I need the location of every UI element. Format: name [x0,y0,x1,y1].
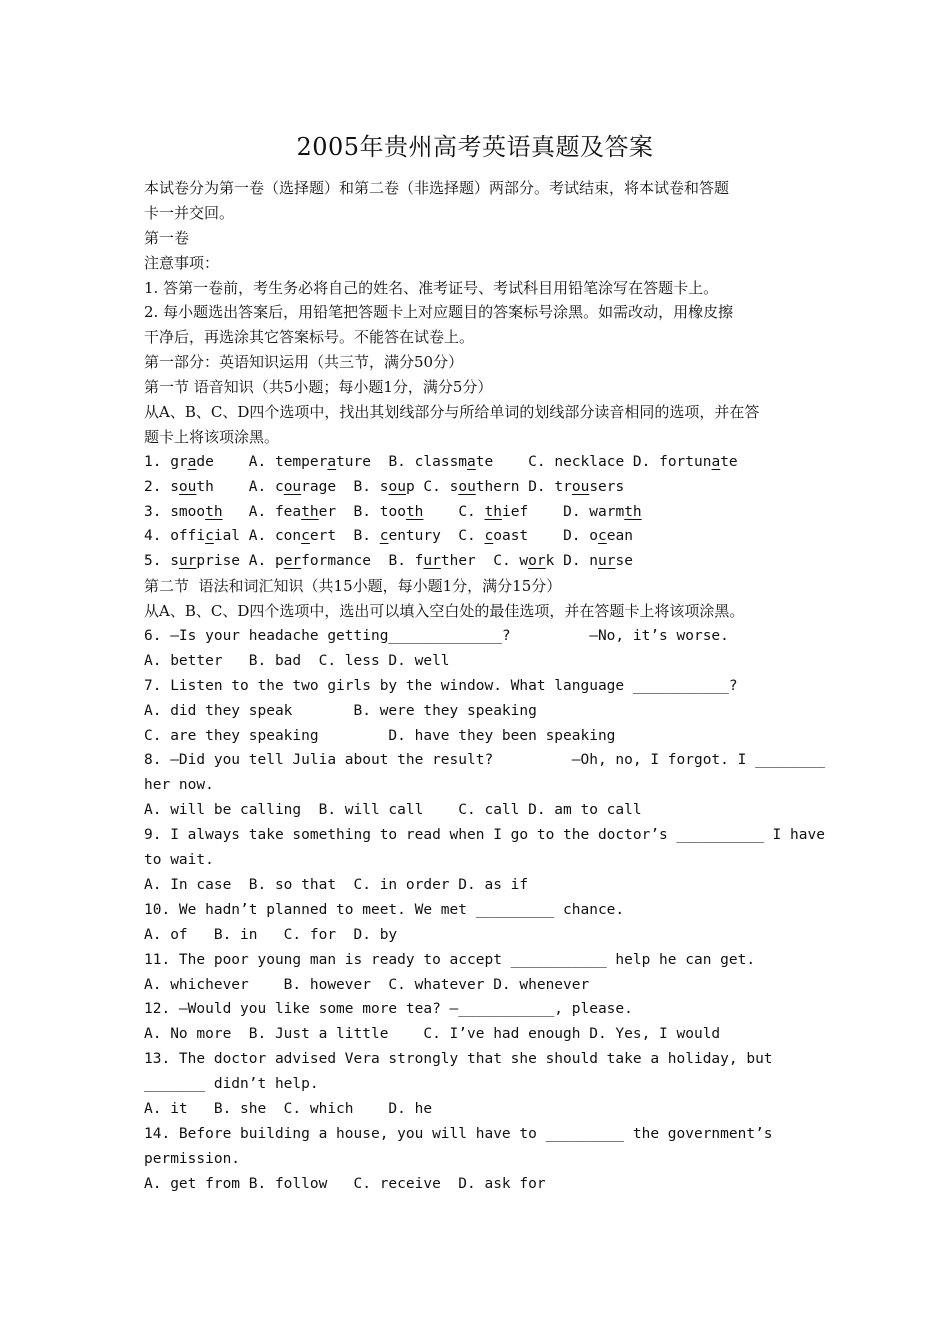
text-line: A. did they speak B. were they speaking [144,702,537,719]
text-line: 第一卷 [144,228,190,247]
text-line: 2. 每小题选出答案后，用铅笔把答题卡上对应题目的答案标号涂黑。如需改动，用橡皮擦 [144,303,734,322]
text-line: _______ didn’t help. [144,1076,319,1093]
underlined-letters: ou [283,478,302,495]
text-line: A. of B. in C. for D. by [144,926,398,943]
text-line: 6. —Is your headache getting_____________? —No, it’s worse. [144,628,729,645]
page-title: 2005年贵州高考英语真题及答案 [296,133,654,161]
text-line: 9. I always take something to read when I go to the doctor’s __________ I have [144,827,825,844]
text-line: 13. The doctor advised Vera strongly that she should take a holiday, but [144,1051,773,1068]
text-line: C. are they speaking D. have they been speaking [144,727,616,744]
underlined-letters: ou [571,478,590,495]
underlined-letters: ur [178,553,197,570]
text-line: A. No more B. Just a little C. I’ve had enough D. Yes, I would [144,1026,721,1043]
underlined-letters: a [467,453,476,470]
text-line: 10. We hadn’t planned to meet. We met _________ chance. [144,901,625,918]
text-line: 从A、B、C、D四个选项中，找出其划线部分与所给单词的划线部分读音相同的选项，并在答 [144,403,760,422]
text-line: 1. grade A. temperature B. classmate C. necklace D. fortunate [144,453,738,470]
underlined-letters: ur [598,553,616,570]
text-line: 14. Before building a house, you will have to _________ the government’s [144,1125,773,1142]
text-line: 第二节 语法和词汇知识（共15小题，每小题1分，满分15分） [144,577,562,596]
underlined-letters: a [711,453,721,470]
text-line: permission. [144,1150,241,1167]
text-line: 12. —Would you like some more tea? —___________, please. [144,1001,633,1018]
text-line: her now. [144,777,214,794]
text-line: 1. 答第一卷前，考生务必将自己的姓名、准考证号、考试科目用铅笔涂写在答题卡上。 [144,278,719,297]
underlined-letters: th [624,503,642,520]
underlined-letters: th [484,503,502,520]
document-body [144,176,825,1197]
text-line: A. get from B. follow C. receive D. ask for [144,1175,546,1192]
underlined-letters: or [528,553,546,570]
text-line: 注意事项： [144,253,220,272]
underlined-letters: a [327,453,337,470]
underlined-letters: c [379,528,389,545]
text-line: 第一部分：英语知识运用（共三节，满分50分） [144,353,464,372]
underlined-letters: c [205,528,214,545]
underlined-letters: ou [388,478,406,495]
text-line: 8. —Did you tell Julia about the result? —Oh, no, I forgot. I ________ [144,752,825,769]
text-line: 从A、B、C、D四个选项中，选出可以填入空白处的最佳选项，并在答题卡上将该项涂黑。 [144,602,745,621]
text-line: to wait. [144,852,214,869]
underlined-letters: c [598,528,607,545]
text-line: 3. smooth A. feather B. tooth C. thief D. warmth [144,503,642,520]
text-line: 2. south A. courage B. soup C. southern D. trousers [144,478,625,495]
text-line: 5. surprise A. performance B. further C. work D. nurse [144,553,633,570]
text-line: 题卡上将该项涂黑。 [144,427,280,446]
underlined-letters: a [187,453,197,470]
text-line: 11. The poor young man is ready to accept ___________ help he can get. [144,951,756,968]
text-line: 卡一并交回。 [144,203,235,222]
text-line: A. it B. she C. which D. he [144,1100,433,1117]
text-line: A. In case B. so that C. in order D. as if [144,876,529,893]
underlined-letters: c [301,528,310,545]
text-line: 7. Listen to the two girls by the window. What language ___________? [144,677,738,694]
underlined-letters: th [301,503,319,520]
text-line: 干净后，再选涂其它答案标号。不能答在试卷上。 [144,328,475,347]
underlined-letters: ou [458,478,476,495]
underlined-letters: th [405,503,424,520]
underlined-letters: ur [423,553,441,570]
underlined-letters: c [484,528,494,545]
text-line: 第一节 语音知识（共5小题；每小题1分，满分5分） [144,378,493,397]
underlined-letters: ou [178,478,197,495]
text-line: 本试卷分为第一卷（选择题）和第二卷（非选择题）两部分。考试结束，将本试卷和答题 [144,179,730,197]
text-line: A. whichever B. however C. whatever D. whenever [144,976,590,993]
underlined-letters: er [283,553,302,570]
underlined-letters: th [205,503,223,520]
text-line: A. better B. bad C. less D. well [144,652,450,669]
text-line: A. will be calling B. will call C. call D. am to call [144,802,642,819]
text-line: 4. official A. concert B. century C. coast D. ocean [144,528,633,545]
